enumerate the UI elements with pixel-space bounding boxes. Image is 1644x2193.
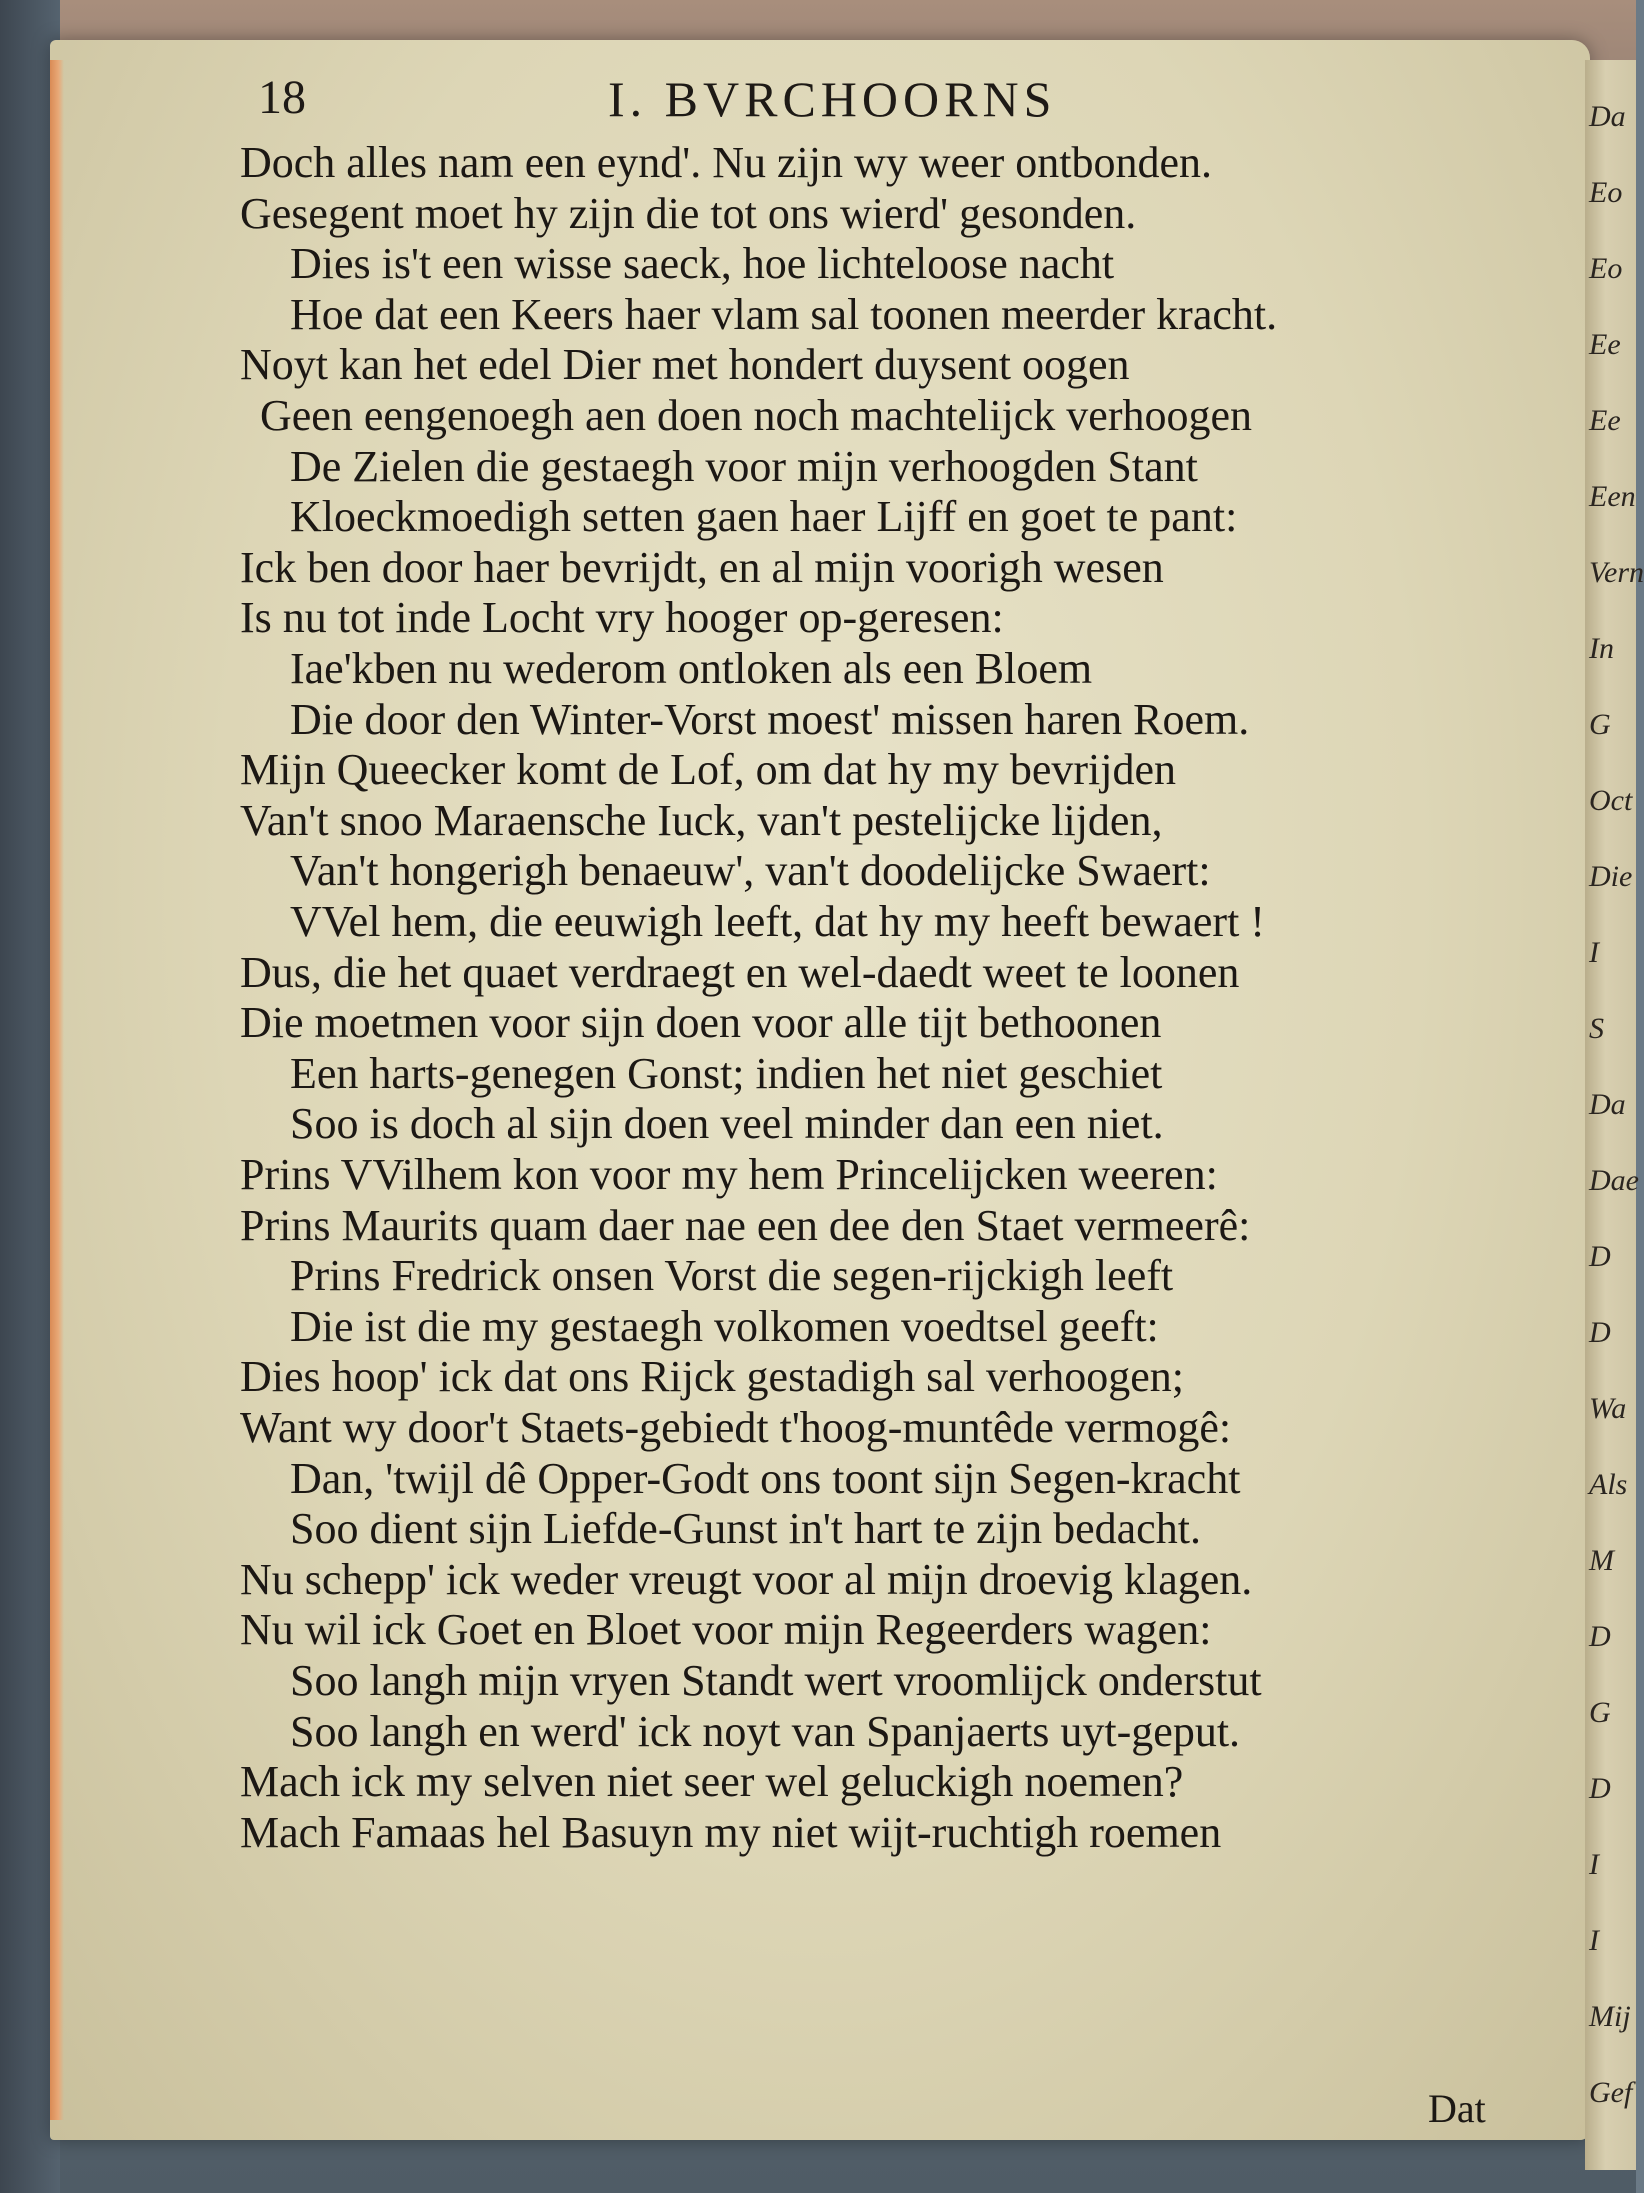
poem-line: Een harts-genegen Gonst; indien het niet geschiet — [290, 1048, 1163, 1098]
facing-page-text: D — [1589, 1620, 1611, 1653]
facing-page-text: Dae — [1589, 1164, 1639, 1197]
catchword: Dat — [1428, 2086, 1486, 2131]
facing-page-text: M — [1589, 1544, 1614, 1577]
facing-page-text: Ee — [1589, 328, 1621, 361]
facing-page-text: D — [1589, 1316, 1611, 1349]
facing-page-text: Oct — [1589, 784, 1633, 817]
poem-line: Soo langh en werd' ick noyt van Spanjaerts uyt-geput. — [290, 1706, 1241, 1756]
poem-line: Nu wil ick Goet en Bloet voor mijn Regeerders wagen: — [240, 1605, 1212, 1655]
facing-page-text: Eo — [1589, 252, 1623, 285]
poem-line: Mach Famaas hel Basuyn my niet wijt-ruchtigh roemen — [240, 1807, 1222, 1857]
poem-line: Die ist die my gestaegh volkomen voedtsel geeft: — [290, 1301, 1159, 1351]
facing-page-text: Wa — [1589, 1392, 1627, 1425]
facing-page-text: Ee — [1589, 404, 1621, 437]
poem-line: Geen eengenoegh aen doen noch machtelijck verhoogen — [260, 391, 1253, 440]
poem-line: Kloeckmoedigh setten gaen haer Lijff en goet te pant: — [290, 492, 1238, 542]
poem-line: Gesegent moet hy zijn die tot ons wierd' gesonden. — [240, 188, 1137, 238]
poem-line: De Zielen die gestaegh voor mijn verhoogden Stant — [290, 441, 1198, 491]
poem-line: Dus, die het quaet verdraegt en wel-daedt weet te loonen — [240, 947, 1240, 997]
poem-line: Hoe dat een Keers haer vlam sal toonen meerder kracht. — [290, 289, 1278, 339]
page-number: 18 — [258, 71, 306, 124]
facing-page-text: Eo — [1589, 176, 1623, 209]
facing-page-text: G — [1589, 1696, 1611, 1729]
facing-page-text: Als — [1589, 1468, 1628, 1501]
poem-line: Dies hoop' ick dat ons Rijck gestadigh sal verhoogen; — [240, 1352, 1184, 1402]
poem-line: Prins VVilhem kon voor my hem Princelijcken weeren: — [240, 1150, 1218, 1199]
poem-line: Van't hongerigh benaeuw', van't doodelijcke Swaert: — [290, 846, 1211, 896]
facing-page-text: Vern — [1589, 556, 1644, 589]
facing-page-text: I — [1589, 1848, 1599, 1881]
poem-line: Nu schepp' ick weder vreugt voor al mijn droevig klagen. — [240, 1554, 1253, 1604]
poem-line: Want wy door't Staets-gebiedt t'hoog-muntêde vermogê: — [240, 1403, 1232, 1452]
poem-line: Soo is doch al sijn doen veel minder dan een niet. — [290, 1099, 1164, 1149]
poem-line: Prins Fredrick onsen Vorst die segen-rijckigh leeft — [290, 1251, 1174, 1301]
facing-page-text: Mij — [1589, 2000, 1631, 2033]
poem-line: Soo dient sijn Liefde-Gunst in't hart te zijn bedacht. — [290, 1504, 1201, 1554]
poem-line: Soo langh mijn vryen Standt wert vroomlijck onderstut — [290, 1656, 1262, 1705]
facing-page-fragment — [1585, 60, 1644, 2170]
poem-line: Is nu tot inde Locht vry hooger op-geresen: — [240, 593, 1004, 643]
facing-page-text: G — [1589, 708, 1611, 741]
facing-page-text: D — [1589, 1772, 1611, 1805]
facing-page-text: D — [1589, 1240, 1611, 1273]
poem-line: VVel hem, die eeuwigh leeft, dat hy my heeft bewaert ! — [290, 897, 1265, 946]
poem-line: Doch alles nam een eynd'. Nu zijn wy weer ontbonden. — [240, 138, 1212, 187]
poem-line: Prins Maurits quam daer nae een dee den Staet vermeerê: — [240, 1200, 1251, 1250]
poem-line: Noyt kan het edel Dier met hondert duysent oogen — [240, 340, 1130, 390]
facing-page-text: S — [1589, 1012, 1604, 1045]
running-head: I. BVRCHOORNS — [608, 71, 1057, 127]
facing-page-text: Gef — [1589, 2076, 1633, 2109]
poem-line: Dies is't een wisse saeck, hoe lichteloose nacht — [290, 239, 1115, 289]
facing-page-text: Die — [1589, 860, 1633, 893]
poem-line: Van't snoo Maraensche Iuck, van't pestelijcke lijden, — [240, 795, 1163, 845]
facing-page-text: I — [1589, 936, 1599, 969]
facing-page-text: Da — [1589, 1088, 1626, 1121]
poem-line: Dan, 'twijl dê Opper-Godt ons toont sijn Segen-kracht — [290, 1453, 1241, 1503]
poem-line: Mijn Queecker komt de Lof, om dat hy my bevrijden — [240, 745, 1176, 795]
facing-page-text: In — [1589, 632, 1614, 665]
poem-line: Mach ick my selven niet seer wel geluckigh noemen? — [240, 1757, 1184, 1807]
poem-line: Die moetmen voor sijn doen voor alle tijt bethoonen — [240, 998, 1162, 1048]
poem-line: Ick ben door haer bevrijdt, en al mijn voorigh wesen — [240, 542, 1164, 592]
facing-page-text: Da — [1589, 100, 1626, 133]
page-edge — [50, 60, 64, 2120]
facing-page-text: Een — [1589, 480, 1636, 513]
facing-page-text: I — [1589, 1924, 1599, 1957]
page-header — [258, 70, 1558, 130]
poem-line: Iae'kben nu wederom ontloken als een Bloem — [290, 644, 1093, 693]
poem-line: Die door den Winter-Vorst moest' missen haren Roem. — [290, 694, 1250, 744]
